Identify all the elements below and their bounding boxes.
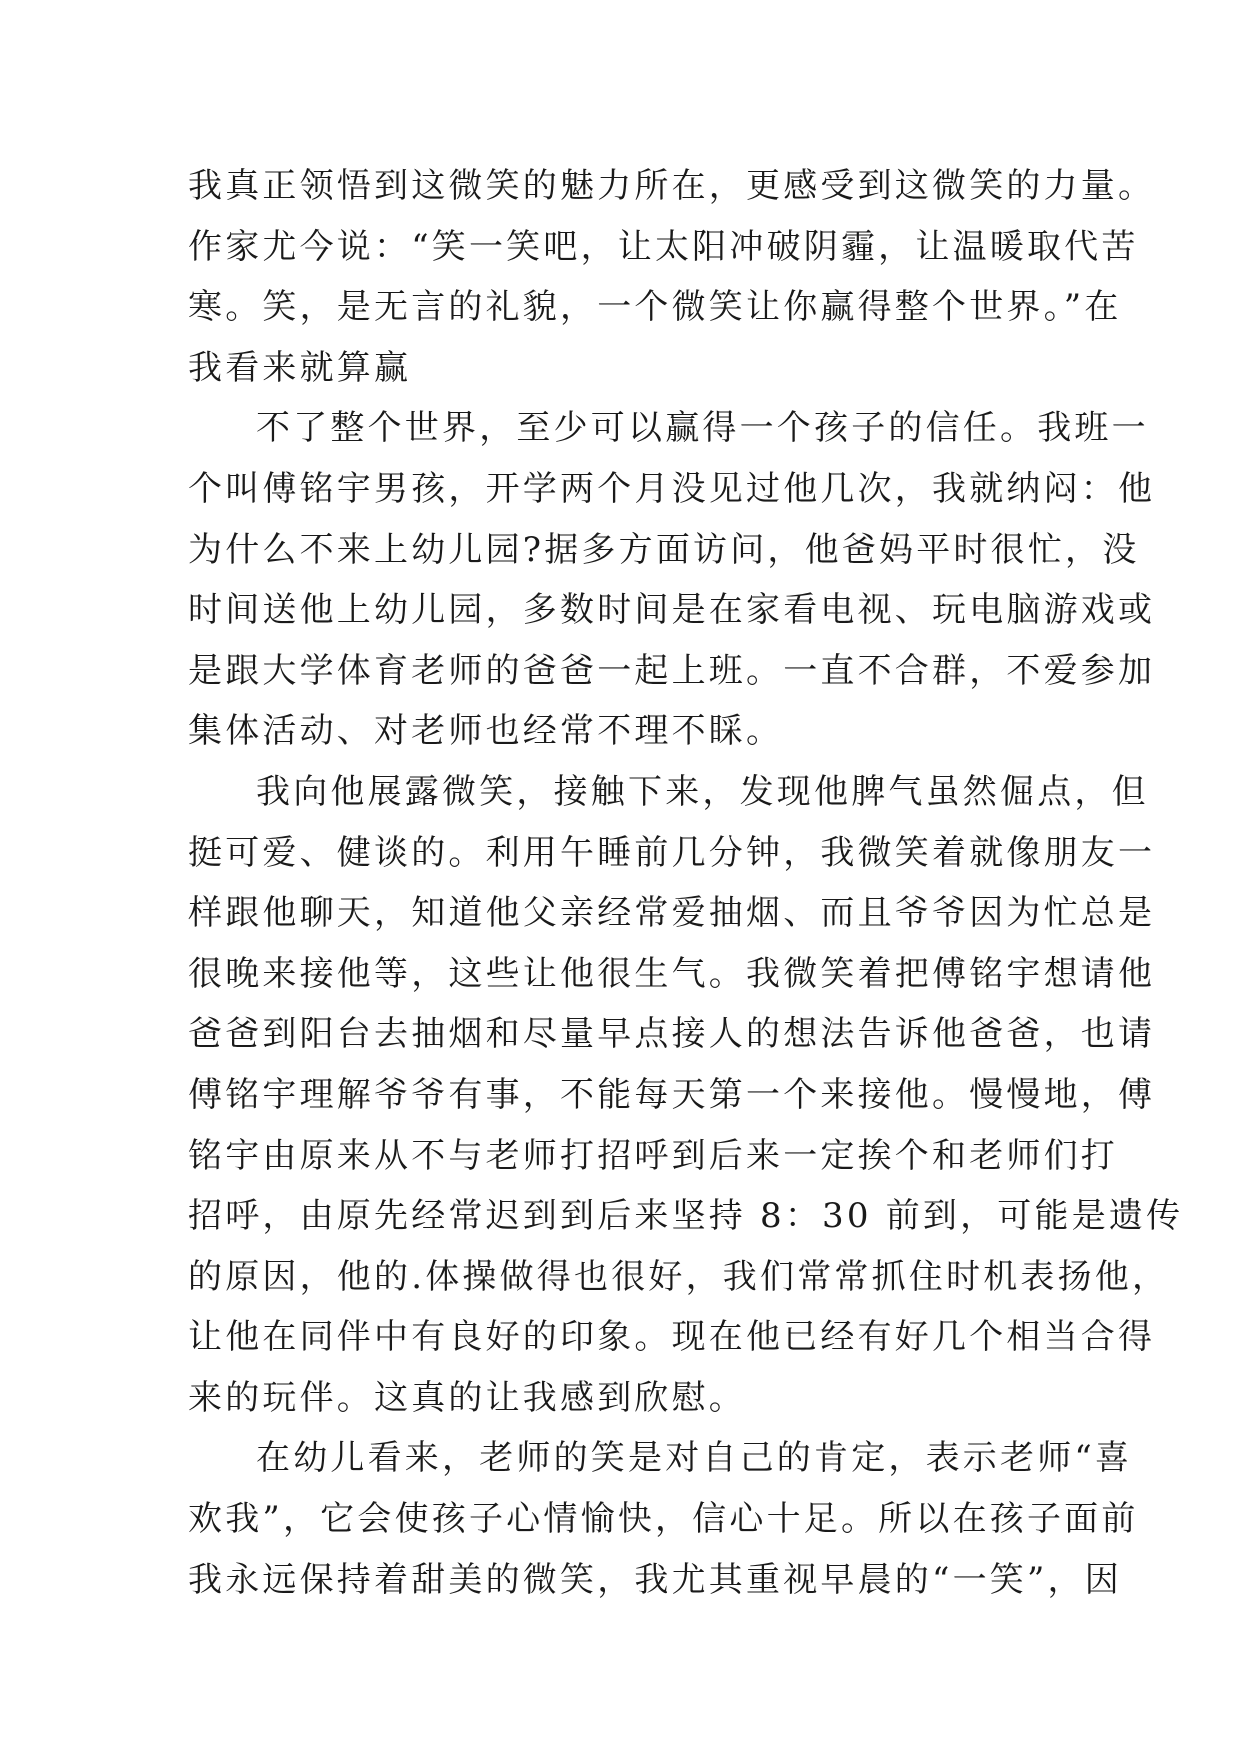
text-line: 集体活动、对老师也经常不理不睬。 [188,711,784,752]
paragraph-first-line: 不了整个世界，至少可以赢得一个孩子的信任。我班一 [256,408,1149,449]
text-line: 让他在同伴中有良好的印象。现在他已经有好几个相当合得 [188,1317,1156,1358]
text-line: 我看来就算赢 [188,347,412,388]
text-line: 我永远保持着甜美的微笑，我尤其重视早晨的“一笑”，因 [188,1559,1122,1600]
text-line: 时间送他上幼儿园，多数时间是在家看电视、玩电脑游戏或 [188,590,1156,631]
text-line: 铭宇由原来从不与老师打招呼到后来一定挨个和老师们打 [188,1135,1118,1176]
paragraph-first-line: 我向他展露微笑，接触下来，发现他脾气虽然倔点，但 [256,771,1149,812]
text-line: 招呼，由原先经常迟到到后来坚持 8：30 前到，可能是遗传 [188,1196,1184,1237]
text-line: 的原因，他的.体操做得也很好，我们常常抓住时机表扬他， [188,1256,1170,1297]
text-line: 个叫傅铭宇男孩，开学两个月没见过他几次，我就纳闷：他 [188,468,1156,509]
text-line: 爸爸到阳台去抽烟和尽量早点接人的想法告诉他爸爸，也请 [188,1014,1156,1055]
text-line: 很晚来接他等，这些让他很生气。我微笑着把傅铭宇想请他 [188,953,1156,994]
body-text [188,156,1184,1610]
text-line: 为什么不来上幼儿园?据多方面访问，他爸妈平时很忙，没 [188,529,1140,570]
text-line: 作家尤今说：“笑一笑吧，让太阳冲破阴霾，让温暖取代苦 [188,226,1139,267]
text-line: 来的玩伴。这真的让我感到欣慰。 [188,1377,746,1418]
text-line: 寒。笑，是无言的礼貌，一个微笑让你赢得整个世界。”在 [188,287,1122,328]
text-line: 欢我”，它会使孩子心情愉快，信心十足。所以在孩子面前 [188,1499,1139,1540]
text-line: 我真正领悟到这微笑的魅力所在，更感受到这微笑的力量。 [188,166,1156,206]
text-line: 是跟大学体育老师的爸爸一起上班。一直不合群，不爱参加 [188,650,1156,691]
text-line: 样跟他聊天，知道他父亲经常爱抽烟、而且爷爷因为忙总是 [188,893,1156,934]
text-line: 傅铭宇理解爷爷有事，不能每天第一个来接他。慢慢地，傅 [188,1074,1156,1115]
paragraph-first-line: 在幼儿看来，老师的笑是对自己的肯定，表示老师“喜 [256,1438,1133,1479]
text-line: 挺可爱、健谈的。利用午睡前几分钟，我微笑着就像朋友一 [188,832,1156,873]
